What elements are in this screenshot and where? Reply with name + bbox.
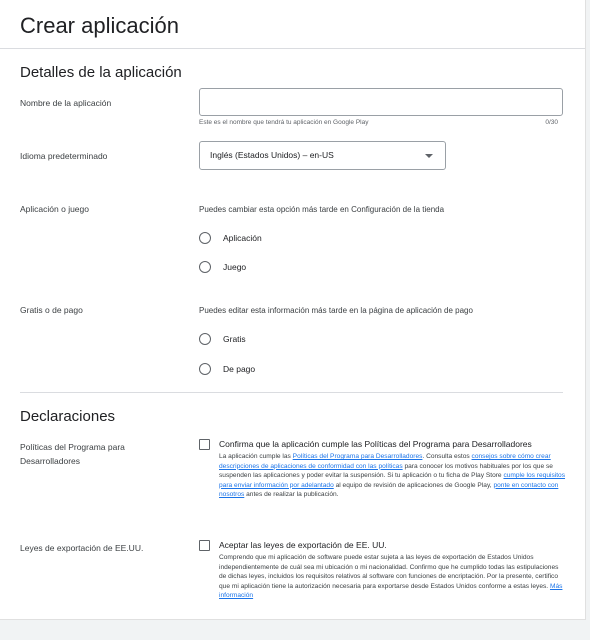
learn-more-link[interactable]: Más información bbox=[219, 582, 563, 600]
free-or-paid-hint: Puedes editar esta información más tarde en la página de aplicación de pago bbox=[199, 306, 473, 315]
section-divider bbox=[20, 392, 563, 393]
policies-link[interactable]: Políticas del Programa para Desarrolladores bbox=[292, 453, 423, 460]
title-divider bbox=[0, 48, 585, 49]
radio-button-paid[interactable] bbox=[199, 363, 211, 375]
policies-checkbox-title: Confirma que la aplicación cumple las Políticas del Programa para Desarrolladores bbox=[219, 439, 532, 449]
contact-us-link[interactable]: ponte en contacto con nosotros bbox=[219, 481, 559, 499]
export-checkbox-title: Aceptar las leyes de exportación de EE. UU. bbox=[219, 540, 387, 550]
radio-label-free: Gratis bbox=[223, 334, 246, 344]
app-or-game-hint: Puedes cambiar esta opción más tarde en Configuración de la tienda bbox=[199, 205, 445, 214]
declarations-heading: Declaraciones bbox=[20, 408, 116, 425]
policies-checkbox[interactable] bbox=[199, 439, 210, 450]
radio-button-free[interactable] bbox=[199, 333, 211, 345]
radio-label-game: Juego bbox=[223, 262, 247, 272]
details-heading: Detalles de la aplicación bbox=[20, 64, 182, 81]
export-description: Comprendo que mi aplicación de software puede estar sujeta a las leyes de exportación de Estados Unidos independientemente de cuál sea mi ubicación o mi nacionalidad. Confirmo que he cumplido todas las estipulaciones de dichas leyes, incluidos los requisitos relativos al software con funciones de encriptación. Por la presente, certifico que mi aplicación tiene la autorización necesaria para exportarse desde Estados Unidos conforme a estas leyes. Más información bbox=[219, 554, 563, 600]
export-checkbox[interactable] bbox=[199, 540, 210, 551]
advance-notice-link[interactable]: cumple los requisitos para enviar información por adelantado bbox=[219, 472, 566, 489]
app-name-input[interactable] bbox=[199, 88, 563, 116]
policies-declaration bbox=[199, 438, 565, 500]
export-declaration bbox=[199, 539, 565, 601]
default-language-label: Idioma predeterminado bbox=[20, 151, 108, 161]
app-or-game-label: Aplicación o juego bbox=[20, 204, 89, 214]
radio-option-paid[interactable] bbox=[199, 362, 255, 376]
app-name-label: Nombre de la aplicación bbox=[20, 98, 112, 108]
radio-label-paid: De pago bbox=[223, 364, 256, 374]
radio-label-app: Aplicación bbox=[223, 233, 262, 243]
page-title: Crear aplicación bbox=[20, 13, 179, 38]
policies-description: La aplicación cumple las Políticas del Programa para Desarrolladores. Consulta estos consejos sobre cómo crear descripciones de aplicaciones de conformidad con las políticas para conocer los motivos habituales por los que se suspenden las aplicaciones y poder evitar la suspensión. Si tu aplicación o tu ficha de Play Store cumple los requisitos para enviar información por adelantado al equipo de revisión de aplicaciones de Google Play, ponte en contacto con nosotros antes de realizar la publicación. bbox=[219, 453, 566, 499]
default-language-select[interactable] bbox=[199, 141, 446, 170]
default-language-value: Inglés (Estados Unidos) – en-US bbox=[210, 150, 334, 160]
radio-option-app[interactable] bbox=[199, 231, 262, 245]
radio-button-app[interactable] bbox=[199, 232, 211, 244]
policies-label: Políticas del Programa para Desarrolladores bbox=[20, 442, 125, 466]
radio-option-free[interactable] bbox=[199, 332, 246, 346]
app-name-helper: Este es el nombre que tendrá tu aplicación en Google Play bbox=[199, 119, 369, 126]
app-name-counter: 0/30 bbox=[545, 119, 558, 126]
chevron-down-icon bbox=[425, 154, 433, 158]
radio-option-game[interactable] bbox=[199, 260, 246, 274]
radio-button-game[interactable] bbox=[199, 261, 211, 273]
free-or-paid-label: Gratis o de pago bbox=[20, 305, 83, 315]
export-laws-label: Leyes de exportación de EE.UU. bbox=[20, 543, 144, 553]
policy-tips-link[interactable]: consejos sobre cómo crear descripciones de aplicaciones de conformidad con las políticas bbox=[219, 453, 551, 470]
